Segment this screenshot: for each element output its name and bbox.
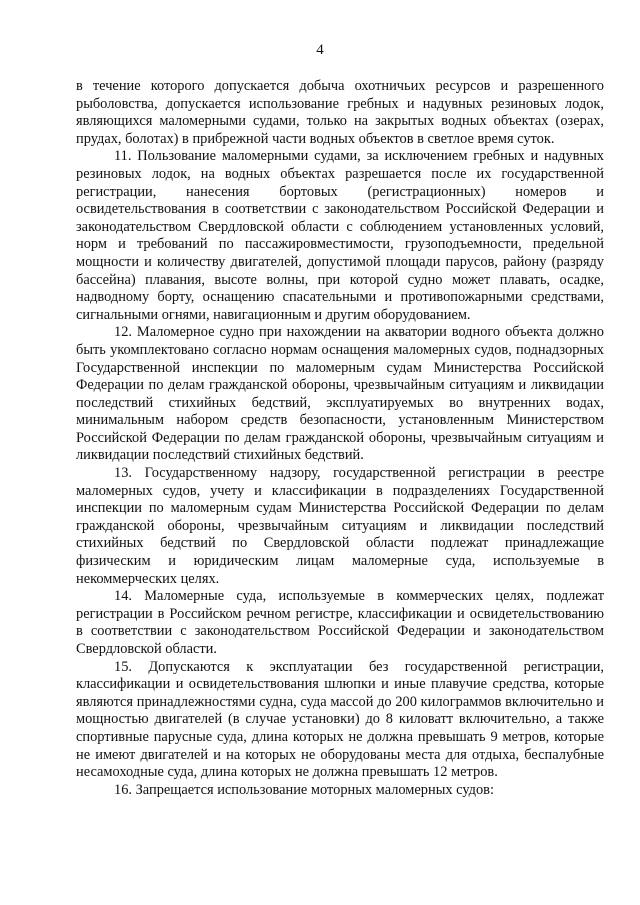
paragraph-11: 11. Пользование маломерными судами, за исключением гребных и надувных резиновых лодок, на водных объектах разрешается после их государственной регистрации, нанесения бортовых (регистрационных) номеров и освидетельствования в соответствии с законодательством Российской Федерации и законодательством Свердловской области с соблюдением установленных условий, норм и требований по пассажировместимости, грузоподъемности, предельной мощности и количеству двигателей, допустимой площади парусов, району (разряду бассейна) плавания, высоте волны, при которой судно может плавать, осадке, надводному борту, оснащению спасательными и противопожарными средствами, сигнальными огнями, навигационным и другим оборудованием.: [76, 148, 604, 323]
paragraph-continuation: в течение которого допускается добыча охотничьих ресурсов и разрешенного рыболовства, допускается использование гребных и надувных резиновых лодок, являющихся маломерными судами, только на закрытых водных объектах (озерах, прудах, болотах) в прибрежной части водных объектов в светлое время суток.: [76, 78, 604, 147]
document-body: [76, 78, 604, 799]
paragraph-15: 15. Допускаются к эксплуатации без государственной регистрации, классификации и освидетельствования шлюпки и иные плавучие средства, которые являются принадлежностями судна, суда массой до 200 килограммов включительно и мощностью двигателей (в случае установки) до 8 киловатт включительно, а также спортивные парусные суда, длина которых не должна превышать 9 метров, которые не имеют двигателей и на которых не оборудованы места для отдыха, беспалубные несамоходные суда, длина которых не должна превышать 12 метров.: [76, 658, 604, 781]
paragraph-14: 14. Маломерные суда, используемые в коммерческих целях, подлежат регистрации в Российском речном регистре, классификации и освидетельствованию в соответствии с законодательством Российской Федерации и законодательством Свердловской области.: [76, 588, 604, 657]
paragraph-16: 16. Запрещается использование моторных маломерных судов:: [114, 781, 494, 798]
paragraph-12: 12. Маломерное судно при нахождении на акватории водного объекта должно быть укомплектовано согласно нормам оснащения маломерных судов, поднадзорных Государственной инспекции по маломерным судам Министерства Российской Федерации по делам гражданской обороны, чрезвычайным ситуациям и ликвидации последствий стихийных бедствий, эксплуатируемых во внутренних водах, минимальным набором средств безопасности, установленным Министерством Российской Федерации по делам гражданской обороны, чрезвычайным ситуациям и ликвидации последствий стихийных бедствий.: [76, 324, 604, 464]
paragraph-13: 13. Государственному надзору, государственной регистрации в реестре маломерных судов, учету и классификации в подразделениях Государственной инспекции по маломерным судам Министерства Российской Федерации по делам гражданской обороны, чрезвычайным ситуациям и ликвидации последствий стихийных бедствий по Свердловской области подлежат принадлежащие физическим и юридическим лицам маломерные суда, используемые в некоммерческих целях.: [76, 465, 604, 587]
page-number: 4: [316, 42, 324, 58]
